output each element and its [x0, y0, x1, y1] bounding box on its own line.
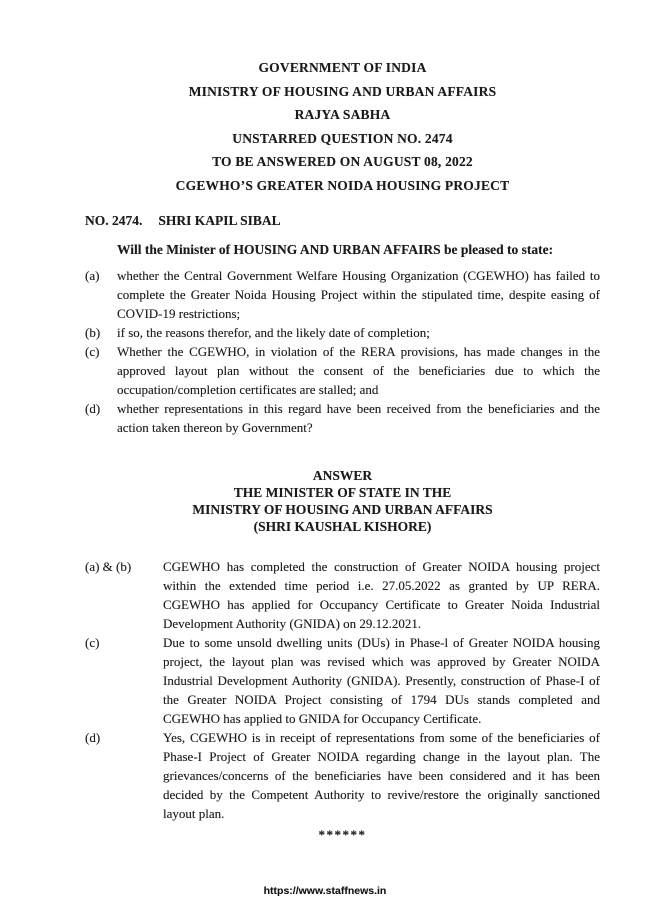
question-item-c — [85, 342, 600, 399]
item-label: (a) & (b) — [85, 559, 132, 574]
header-line-question-number: UNSTARRED QUESTION NO. 2474 — [232, 130, 453, 146]
item-label: (a) — [85, 268, 100, 283]
answer-heading-title: ANSWER — [312, 468, 373, 483]
item-text: CGEWHO has completed the construction of Greater NOIDA housing project within the extended time period i.e. 27.05.2022 as granted by UP RERA. CGEWHO has applied for Occupancy Certificate to Greater Noida Industrial Development Authority (GNIDA) on 29.12.2021. — [163, 559, 600, 631]
item-label: (d) — [85, 401, 101, 416]
document-content — [85, 56, 600, 843]
header-line-government-of-india: GOVERNMENT OF INDIA — [258, 60, 427, 75]
question-number: NO. 2474. — [85, 213, 143, 228]
answer-heading — [85, 467, 600, 535]
item-label: (b) — [85, 325, 101, 340]
answer-heading-minister-of-state: THE MINISTER OF STATE IN THE — [233, 485, 452, 500]
header-line-subject: CGEWHO’S GREATER NOIDA HOUSING PROJECT — [175, 177, 510, 193]
question-items — [85, 266, 600, 437]
header-line-house: RAJYA SABHA — [294, 107, 391, 122]
question-item-d — [85, 399, 600, 437]
answer-heading-minister-name: (SHRI KAUSHAL KISHORE) — [253, 519, 432, 534]
answer-item-a-b — [85, 557, 600, 633]
question-item-a — [85, 266, 600, 323]
source-url: https://www.staffnews.in — [263, 885, 387, 897]
item-label: (c) — [85, 344, 100, 359]
document-header — [85, 56, 600, 197]
item-text: whether the Central Government Welfare Housing Organization (CGEWHO) has failed to complete the Greater Noida Housing Project within the stipulated time, despite easing of COVID-19 restrictions; — [117, 268, 600, 321]
item-text: Whether the CGEWHO, in violation of the RERA provisions, has made changes in the approved layout plan without the consent of the beneficiaries due to which the occupation/completion certificates are stalled; and — [117, 344, 600, 397]
header-line-ministry: MINISTRY OF HOUSING AND URBAN AFFAIRS — [188, 83, 497, 99]
answer-items — [85, 557, 600, 823]
answer-heading-ministry: MINISTRY OF HOUSING AND URBAN AFFAIRS — [192, 502, 493, 517]
question-intro: Will the Minister of HOUSING AND URBAN AFFAIRS be pleased to state: — [117, 242, 554, 257]
answer-item-c — [85, 633, 600, 728]
question-number-row — [85, 211, 600, 231]
answer-item-d — [85, 728, 600, 823]
item-text: whether representations in this regard have been received from the beneficiaries and the action taken thereon by Government? — [117, 401, 600, 435]
question-item-b — [85, 323, 600, 342]
item-label: (d) — [85, 730, 101, 745]
member-name: SHRI KAPIL SIBAL — [158, 213, 281, 228]
item-text: Due to some unsold dwelling units (DUs) in Phase-l of Greater NOIDA housing project, the layout plan was revised which was approved by Greater NOIDA Industrial Development Authority (GNIDA). Presently, construction of Phase-I of the Greater NOIDA Project consisting of 1794 DUs stands completed and CGEWHO has applied to GNIDA for Occupancy Certificate. — [163, 635, 600, 726]
item-text: Yes, CGEWHO is in receipt of representations from some of the beneficiaries of Phase-I Project of Greater NOIDA regarding change in the layout plan. The grievances/concerns of the beneficiaries have been considered and it has been decided by the Competent Authority to revive/restore the originally sanctioned layout plan. — [163, 730, 600, 821]
item-label: (c) — [85, 635, 100, 650]
header-line-answer-date: TO BE ANSWERED ON AUGUST 08, 2022 — [212, 154, 473, 169]
item-text: if so, the reasons therefor, and the likely date of completion; — [117, 325, 430, 340]
end-separator: ****** — [318, 827, 367, 842]
